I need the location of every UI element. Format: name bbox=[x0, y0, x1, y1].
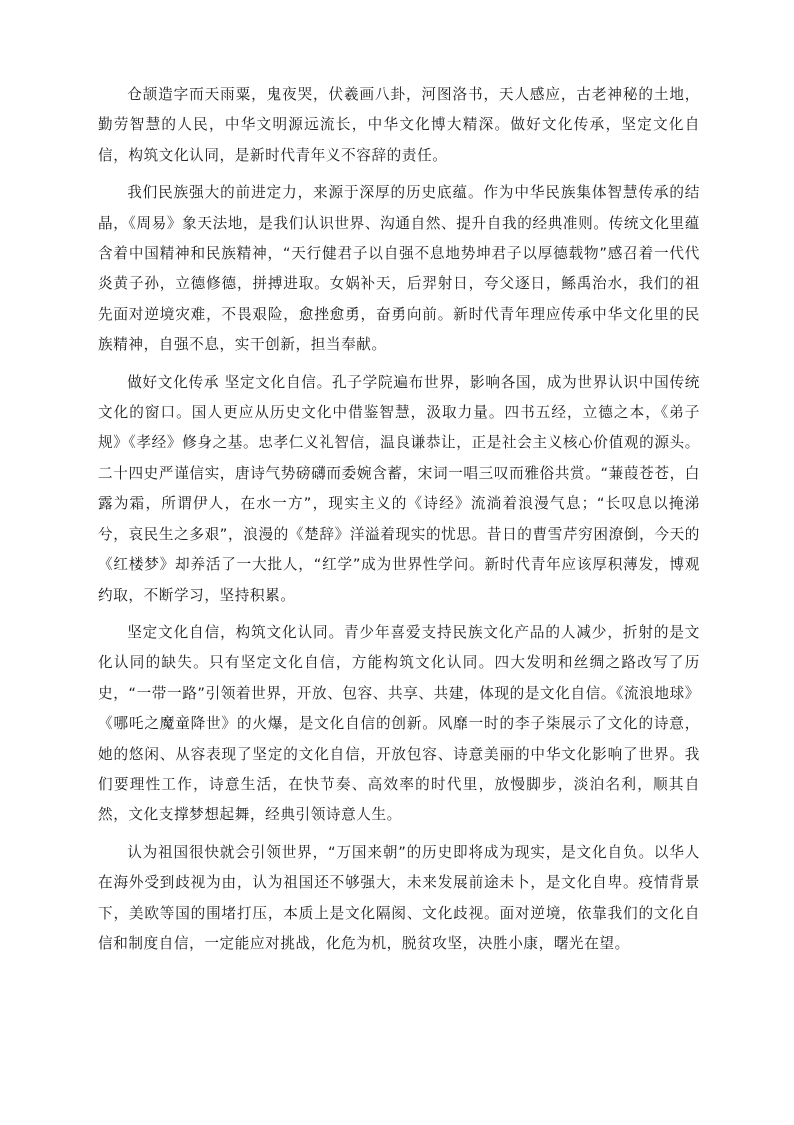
paragraph-1: 仓颉造字而天雨粟，鬼夜哭，伏羲画八卦，河图洛书，天人感应，古老神秘的土地，勤劳智慧的人民，中华文明源远流长，中华文化博大精深。做好文化传承，坚定文化自信，构筑文化认同，是新时代青年义不容辞的责任。 bbox=[98, 86, 700, 164]
paragraph-4: 坚定文化自信，构筑文化认同。青少年喜爱支持民族文化产品的人减少，折射的是文化认同的缺失。只有坚定文化自信，方能构筑文化认同。四大发明和丝绸之路改写了历史，“一带一路”引领着世界，开放、包容、共享、共建，体现的是文化自信。《流浪地球》《哪吒之魔童降世》的火爆，是文化自信的创新。风靡一时的李子柒展示了文化的诗意，她的悠闲、从容表现了坚定的文化自信，开放包容、诗意美丽的中华文化影响了世界。我们要理性工作，诗意生活，在快节奏、高效率的时代里，放慢脚步，淡泊名利，顺其自然，文化支撑梦想起舞，经典引领诗意人生。 bbox=[98, 623, 700, 824]
essay-body bbox=[98, 80, 700, 966]
paragraph-5: 认为祖国很快就会引领世界，“万国来朝”的历史即将成为现实，是文化自负。以华人在海外受到歧视为由，认为祖国还不够强大，未来发展前途未卜，是文化自卑。疫情背景下，美欧等国的围堵打压，本质上是文化隔阂、文化歧视。面对逆境，依靠我们的文化自信和制度自信，一定能应对挑战，化危为机，脱贫攻坚，决胜小康，曙光在望。 bbox=[98, 843, 700, 952]
paragraph-2: 我们民族强大的前进定力，来源于深厚的历史底蕴。作为中华民族集体智慧传承的结晶，《周易》象天法地，是我们认识世界、沟通自然、提升自我的经典准则。传统文化里蕴含着中国精神和民族精神，“天行健君子以自强不息地势坤君子以厚德载物”感召着一代代炎黄子孙，立德修德，拼搏进取。女娲补天，后羿射日，夸父逐日，鲧禹治水，我们的祖先面对逆境灾难，不畏艰险，愈挫愈勇，奋勇向前。新时代青年理应传承中华文化里的民族精神，自强不息，实干创新，担当奉献。 bbox=[98, 184, 700, 354]
paragraph-3: 做好文化传承 坚定文化自信。孔子学院遍布世界，影响各国，成为世界认识中国传统文化的窗口。国人更应从历史文化中借鉴智慧，汲取力量。四书五经，立德之本，《弟子规》《孝经》修身之基。忠孝仁义礼智信，温良谦恭让，正是社会主义核心价值观的源头。二十四史严谨信实，唐诗气势磅礴而委婉含蓄，宋词一唱三叹而雅俗共赏。“蒹葭苍苍，白露为霜，所谓伊人，在水一方”，现实主义的《诗经》流淌着浪漫气息；“长叹息以掩涕兮，哀民生之多艰”，浪漫的《楚辞》洋溢着现实的忧思。昔日的曹雪芹穷困潦倒，今天的《红楼梦》却养活了一大批人，“红学”成为世界性学问。新时代青年应该厚积薄发，博观约取，不断学习，坚持积累。 bbox=[98, 373, 700, 604]
